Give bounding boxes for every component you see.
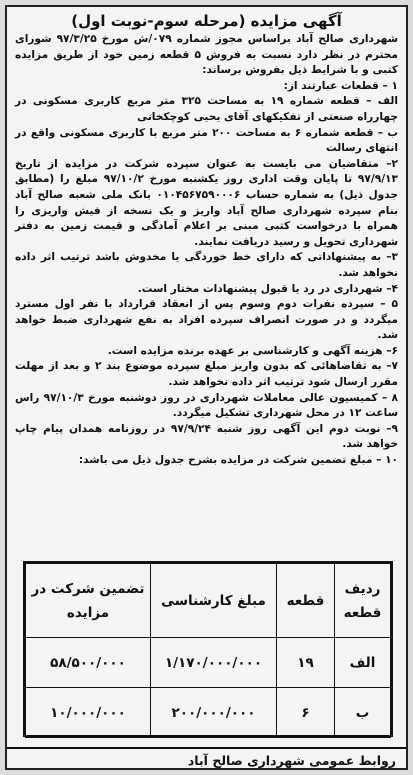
clause-1-a: الف – قطعه شماره ۱۹ به مساحت ۳۲۵ متر مربع کاربری مسکونی در چهارراه صنعتی از تفکیکهای آقای یحیی کوچکخانی: [15, 95, 398, 123]
auction-notice: [5, 5, 408, 770]
intro-paragraph: شهرداری صالح آباد براساس مجوز شماره ۰۷۹/ش مورخ ۹۷/۳/۲۵ شورای محترم در نظر دارد نسبت به فروش ۵ قطعه زمین خود از طریق مزایده کتبی و با شرایط ذیل بفروش برساند:: [15, 33, 398, 77]
table-row: [26, 688, 391, 738]
header-row-no: ردیف قطعه: [335, 564, 391, 638]
clause-9: ۹– نوبت دوم این آگهی روز شنبه ۹۷/۹/۲۴ در روزنامه همدان پیام چاپ خواهد شد.: [15, 422, 398, 451]
cell-guarantee: ۵۸/۵۰۰/۰۰۰: [26, 638, 151, 688]
clause-1-b: ب – قطعه شماره ۶ به مساحت ۲۰۰ متر مربع با کاربری مسکونی واقع در انتهای رسالت: [15, 126, 398, 155]
footer-signature: روابط عمومی شهرداری صالح آباد: [7, 747, 406, 768]
clause-5: ۵ – سپرده نفرات دوم وسوم پس از انعقاد قرارداد با نفر اول مسترد میگردد و در صورت انصراف سپرده افراد به نفع شهرداری ضبط خواهد شد.: [15, 298, 398, 342]
clause-8: ۸ – کمیسیون عالی معاملات شهرداری در روز دوشنبه مورخ ۹۷/۱۰/۳ راس ساعت ۱۲ در محل شهرداری تشکیل میگردد.: [15, 391, 398, 420]
cell-amount: ۲۰۰/۰۰۰/۰۰۰: [151, 688, 277, 738]
notice-body: [7, 31, 406, 469]
clause-6: ۶– هزینه آگهی و کارشناسی بر عهده برنده مزایده است.: [107, 344, 398, 357]
cell-amount: ۱/۱۷۰/۰۰۰/۰۰۰: [151, 638, 277, 688]
guarantee-table: [23, 561, 393, 737]
header-guarantee: تضمین شرکت در مزایده: [26, 564, 151, 638]
clause-1: ۱ – قطعات عبارتند از:: [283, 79, 398, 92]
clause-2: ۲– متقاضیان می بایست به عنوان سپرده شرکت در مزایده از تاریخ ۹۷/۹/۱۳ تا پایان وقت اداری روز یکشنبه مورخ ۹۷/۱۰/۲ مبلغ را (مطابق جدول ذیل) به شماره حساب ۰۱۰۴۵۶۷۵۹۰۰۰۶ بانک ملی شعبه صالح آباد بنام سپرده شهرداری صالح آباد واریز و یک نسخه از فیش واریزی را همراه با درخواست کتبی مبنی بر اعلام آمادگی و قیمت زمین به دفتر شهرداری تحویل و رسید دریافت نمایند.: [15, 157, 398, 248]
clause-10: ۱۰ – مبلغ تضمین شرکت در مزایده بشرح جدول ذیل می باشد:: [78, 454, 398, 467]
cell-row-no: الف: [335, 638, 391, 688]
clause-7: ۷– به تقاضاهائی که بدون واریز مبلغ سپرده موضوع بند ۲ و بعد از مهلت مقرر ارسال شود ترتیب اثر داده نخواهد شد.: [15, 360, 398, 389]
cell-row-no: ب: [335, 688, 391, 738]
table-row: [26, 638, 391, 688]
cell-parcel: ۶: [277, 688, 335, 738]
notice-title: آگهی مزایده (مرحله سوم-نوبت اول): [71, 12, 342, 30]
cell-parcel: ۱۹: [277, 638, 335, 688]
table-header-row: [26, 564, 391, 638]
header-amount: مبلغ کارشناسی: [151, 564, 277, 638]
clause-4: ۴– شهرداری در رد یا قبول پیشنهادات مختار است.: [137, 282, 398, 295]
clause-3: ۳– به پیشنهاداتی که دارای خط خوردگی یا مخدوش باشد ترتیب اثر داده نخواهد شد.: [15, 251, 398, 279]
header-parcel: قطعه: [277, 564, 335, 638]
cell-guarantee: ۱۰/۰۰۰/۰۰۰: [26, 688, 151, 738]
